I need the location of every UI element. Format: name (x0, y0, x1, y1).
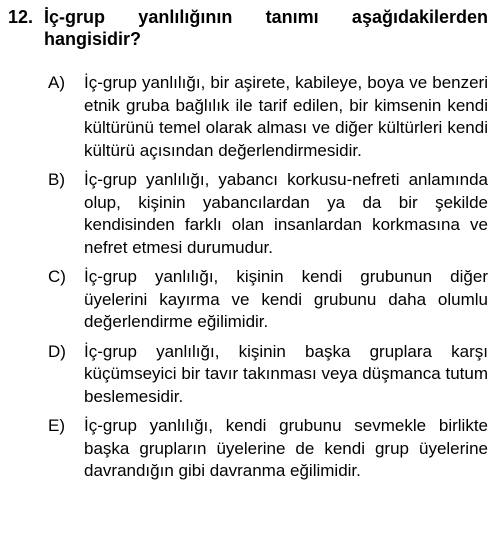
option-b-text: İç-grup yanlılığı, yabancı korkusu-nefreti anlamında olup, kişinin yabancılardan ya da bir şekilde kendisinden farklı olan insanlardan korkmasına ve nefret etmesi durumudur. (84, 170, 488, 257)
option-c-text: İç-grup yanlılığı, kişinin kendi grubunun diğer üyelerini kayırma ve kendi grubunu daha olumlu değerlendirme eğilimidir. (84, 267, 488, 331)
option-c-letter: C) (48, 267, 66, 286)
option-d[interactable] (8, 341, 488, 409)
option-b[interactable] (8, 169, 488, 259)
question-number: 12. (8, 7, 34, 27)
option-c[interactable] (8, 266, 488, 334)
option-d-letter: D) (48, 341, 66, 361)
option-a-letter: A) (48, 73, 65, 92)
option-e[interactable] (8, 415, 488, 483)
option-e-letter: E) (48, 416, 65, 435)
option-a[interactable] (8, 72, 488, 162)
option-a-text: İç-grup yanlılığı, bir aşirete, kabileye, boya ve benzeri etnik gruba bağlılık ile tarif edilen, bir kimsenin kendi kültürünü temel olarak alması ve diğer kültürleri kendi kültürü açısından değerlendirmesidir. (84, 73, 488, 160)
option-b-letter: B) (48, 170, 65, 189)
option-e-text: İç-grup yanlılığı, kendi grubunu sevmekle birlikte başka grupların üyelerine de kendi grup üyelerine davrandığın gibi davranma eğilimidir. (84, 416, 488, 480)
question-stem: İç-grup yanlılığının tanımı aşağıdakilerden hangisidir? (44, 7, 488, 49)
option-d-text: İç-grup yanlılığı, kişinin başka gruplara karşı küçümseyici bir tavır takınması veya düşmanca tutum beslemesidir. (84, 341, 488, 406)
answer-options (8, 72, 488, 490)
